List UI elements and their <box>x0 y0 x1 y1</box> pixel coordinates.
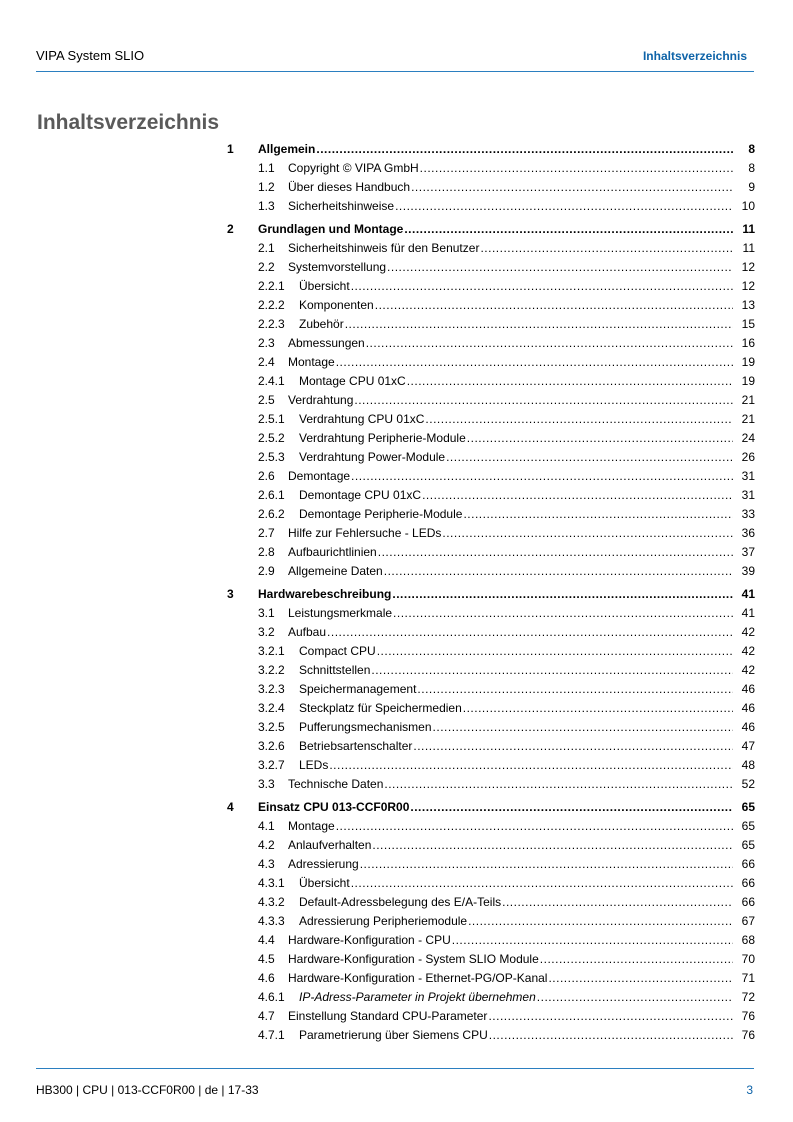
toc-number: 4.3.3 <box>258 914 285 928</box>
toc-page-number: 11 <box>742 222 755 236</box>
toc-row[interactable] <box>222 412 755 431</box>
toc-row[interactable] <box>222 526 755 545</box>
toc-row[interactable] <box>222 241 755 260</box>
toc-leader-dots <box>351 469 733 483</box>
toc-row[interactable] <box>222 469 755 488</box>
toc-leader-dots <box>336 355 733 369</box>
toc-title: Demontage <box>288 469 351 483</box>
table-of-contents <box>222 142 755 1047</box>
toc-title: Aufbau <box>288 625 327 639</box>
toc-leader-dots <box>442 526 733 540</box>
toc-leader-dots <box>488 1009 733 1023</box>
toc-row[interactable] <box>222 374 755 393</box>
toc-page-number: 16 <box>741 336 755 350</box>
toc-leader-dots <box>463 701 733 715</box>
footer-page-number: 3 <box>746 1083 753 1097</box>
toc-number: 2.5.2 <box>258 431 285 445</box>
toc-leader-dots <box>351 876 733 890</box>
toc-row[interactable] <box>222 701 755 720</box>
toc-number: 4.7 <box>258 1009 275 1023</box>
toc-leader-dots <box>375 298 733 312</box>
toc-page-number: 41 <box>741 606 755 620</box>
toc-row[interactable] <box>222 507 755 526</box>
toc-leader-dots <box>540 952 733 966</box>
toc-row[interactable] <box>222 990 755 1009</box>
toc-title: Copyright © VIPA GmbH <box>288 161 419 175</box>
toc-number: 4.6 <box>258 971 275 985</box>
toc-row[interactable] <box>222 279 755 298</box>
toc-number: 2.5.3 <box>258 450 285 464</box>
toc-row[interactable] <box>222 260 755 279</box>
toc-title: Zubehör <box>299 317 344 331</box>
toc-page-number: 10 <box>741 199 755 213</box>
toc-title: Sicherheitshinweise <box>288 199 395 213</box>
toc-leader-dots <box>336 819 733 833</box>
toc-chapter-row[interactable] <box>222 222 755 241</box>
toc-page-number: 42 <box>741 625 755 639</box>
toc-leader-dots <box>378 545 733 559</box>
toc-page-number: 19 <box>741 374 755 388</box>
toc-title: Montage CPU 01xC <box>299 374 406 388</box>
toc-number: 4.5 <box>258 952 275 966</box>
toc-number: 2.6.1 <box>258 488 285 502</box>
toc-page-number: 15 <box>741 317 755 331</box>
toc-title: IP-Adress-Parameter in Projekt übernehmen <box>299 990 536 1004</box>
toc-number: 4.3 <box>258 857 275 871</box>
toc-page-number: 46 <box>741 720 755 734</box>
toc-number: 3.3 <box>258 777 275 791</box>
toc-number: 3.2.4 <box>258 701 285 715</box>
toc-number: 2.4 <box>258 355 275 369</box>
toc-page-number: 52 <box>741 777 755 791</box>
toc-number: 2 <box>227 222 234 236</box>
toc-leader-dots <box>393 606 733 620</box>
toc-chapter-row[interactable] <box>222 142 755 161</box>
toc-title: Aufbaurichtlinien <box>288 545 377 559</box>
toc-leader-dots <box>446 450 733 464</box>
toc-row[interactable] <box>222 355 755 374</box>
toc-number: 2.6 <box>258 469 275 483</box>
toc-number: 2.8 <box>258 545 275 559</box>
toc-page-number: 21 <box>741 412 755 426</box>
toc-leader-dots <box>467 431 733 445</box>
toc-page-number: 42 <box>741 663 755 677</box>
toc-leader-dots <box>433 720 733 734</box>
toc-leader-dots <box>407 374 733 388</box>
toc-row[interactable] <box>222 625 755 644</box>
toc-leader-dots <box>410 800 733 814</box>
toc-page-number: 46 <box>741 701 755 715</box>
toc-number: 4 <box>227 800 234 814</box>
toc-number: 2.5.1 <box>258 412 285 426</box>
header-divider <box>36 71 754 72</box>
toc-leader-dots <box>392 587 733 601</box>
header-section-title: Inhaltsverzeichnis <box>642 49 747 63</box>
toc-page-number: 9 <box>748 180 755 194</box>
toc-leader-dots <box>404 222 733 236</box>
toc-title: Technische Daten <box>288 777 384 791</box>
toc-page-number: 66 <box>741 895 755 909</box>
toc-leader-dots <box>384 777 733 791</box>
toc-leader-dots <box>377 644 733 658</box>
footer-document-id: HB300 | CPU | 013-CCF0R00 | de | 17-33 <box>36 1083 259 1097</box>
toc-number: 2.2.1 <box>258 279 285 293</box>
toc-number: 1 <box>227 142 234 156</box>
toc-leader-dots <box>420 161 733 175</box>
toc-row[interactable] <box>222 971 755 990</box>
toc-title: Verdrahtung Power-Module <box>299 450 446 464</box>
toc-row[interactable] <box>222 336 755 355</box>
toc-number: 4.6.1 <box>258 990 285 1004</box>
toc-number: 4.3.2 <box>258 895 285 909</box>
toc-chapter-row[interactable] <box>222 800 755 819</box>
toc-page-number: 68 <box>741 933 755 947</box>
toc-page-number: 42 <box>741 644 755 658</box>
toc-title: Verdrahtung <box>288 393 354 407</box>
toc-page-number: 76 <box>741 1009 755 1023</box>
toc-row[interactable] <box>222 914 755 933</box>
toc-leader-dots <box>537 990 733 1004</box>
toc-page-number: 65 <box>741 800 755 814</box>
toc-leader-dots <box>371 663 733 677</box>
toc-title: Demontage CPU 01xC <box>299 488 422 502</box>
toc-number: 2.9 <box>258 564 275 578</box>
toc-row[interactable] <box>222 199 755 218</box>
toc-page-number: 48 <box>741 758 755 772</box>
toc-leader-dots <box>395 199 733 213</box>
toc-number: 3.2.7 <box>258 758 285 772</box>
toc-number: 4.1 <box>258 819 275 833</box>
toc-page-number: 8 <box>748 161 755 175</box>
toc-page-number: 31 <box>741 469 755 483</box>
toc-page-number: 11 <box>742 241 755 255</box>
toc-number: 4.2 <box>258 838 275 852</box>
toc-page-number: 70 <box>741 952 755 966</box>
toc-row[interactable] <box>222 431 755 450</box>
toc-leader-dots <box>366 336 733 350</box>
toc-title: Hardwarebeschreibung <box>258 587 392 601</box>
toc-leader-dots <box>548 971 733 985</box>
toc-page-number: 65 <box>741 838 755 852</box>
toc-number: 3.2.3 <box>258 682 285 696</box>
toc-number: 1.3 <box>258 199 275 213</box>
toc-leader-dots <box>411 180 733 194</box>
toc-page-number: 71 <box>741 971 755 985</box>
toc-title: Montage <box>288 819 335 833</box>
toc-row[interactable] <box>222 838 755 857</box>
toc-row[interactable] <box>222 545 755 564</box>
toc-row[interactable] <box>222 488 755 507</box>
toc-number: 4.3.1 <box>258 876 285 890</box>
toc-title: Leistungsmerkmale <box>288 606 393 620</box>
toc-row[interactable] <box>222 663 755 682</box>
toc-page-number: 33 <box>741 507 755 521</box>
toc-number: 3 <box>227 587 234 601</box>
toc-row[interactable] <box>222 450 755 469</box>
header-document-title: VIPA System SLIO <box>36 48 145 63</box>
toc-leader-dots <box>384 564 733 578</box>
toc-row[interactable] <box>222 739 755 758</box>
toc-row[interactable] <box>222 952 755 971</box>
toc-row[interactable] <box>222 876 755 895</box>
toc-number: 2.5 <box>258 393 275 407</box>
toc-number: 3.2 <box>258 625 275 639</box>
toc-number: 2.4.1 <box>258 374 285 388</box>
toc-leader-dots <box>354 393 733 407</box>
toc-leader-dots <box>425 412 733 426</box>
toc-number: 3.2.2 <box>258 663 285 677</box>
toc-row[interactable] <box>222 1028 755 1047</box>
toc-title: Allgemein <box>258 142 316 156</box>
toc-number: 2.7 <box>258 526 275 540</box>
toc-title: Sicherheitshinweis für den Benutzer <box>288 241 480 255</box>
toc-page-number: 41 <box>741 587 755 601</box>
toc-number: 2.3 <box>258 336 275 350</box>
toc-title: Abmessungen <box>288 336 365 350</box>
toc-page-number: 76 <box>741 1028 755 1042</box>
toc-page-number: 65 <box>741 819 755 833</box>
toc-title: Verdrahtung CPU 01xC <box>299 412 425 426</box>
toc-title: Pufferungsmechanismen <box>299 720 432 734</box>
toc-number: 3.2.1 <box>258 644 285 658</box>
toc-page-number: 66 <box>741 876 755 890</box>
toc-page-number: 46 <box>741 682 755 696</box>
toc-row[interactable] <box>222 317 755 336</box>
toc-row[interactable] <box>222 393 755 412</box>
toc-title: Anlaufverhalten <box>288 838 372 852</box>
toc-row[interactable] <box>222 857 755 876</box>
toc-row[interactable] <box>222 758 755 777</box>
toc-title: Compact CPU <box>299 644 376 658</box>
toc-leader-dots <box>327 625 733 639</box>
toc-row[interactable] <box>222 895 755 914</box>
toc-row[interactable] <box>222 1009 755 1028</box>
toc-title: Komponenten <box>299 298 374 312</box>
toc-leader-dots <box>422 488 733 502</box>
toc-title: Systemvorstellung <box>288 260 387 274</box>
toc-row[interactable] <box>222 682 755 701</box>
toc-chapter-row[interactable] <box>222 587 755 606</box>
toc-title: Einstellung Standard CPU-Parameter <box>288 1009 488 1023</box>
toc-title: Default-Adressbelegung des E/A-Teils <box>299 895 502 909</box>
toc-title: Verdrahtung Peripherie-Module <box>299 431 466 445</box>
toc-page-number: 13 <box>741 298 755 312</box>
toc-page-number: 36 <box>741 526 755 540</box>
toc-leader-dots <box>463 507 733 521</box>
toc-title: Betriebsartenschalter <box>299 739 413 753</box>
toc-number: 3.2.6 <box>258 739 285 753</box>
toc-leader-dots <box>452 933 733 947</box>
toc-row[interactable] <box>222 644 755 663</box>
toc-number: 4.4 <box>258 933 275 947</box>
toc-leader-dots <box>387 260 733 274</box>
toc-leader-dots <box>413 739 733 753</box>
toc-leader-dots <box>360 857 733 871</box>
toc-leader-dots <box>316 142 733 156</box>
toc-title: Übersicht <box>299 876 350 890</box>
toc-leader-dots <box>502 895 733 909</box>
toc-title: Einsatz CPU 013-CCF0R00 <box>258 800 410 814</box>
page-title: Inhaltsverzeichnis <box>37 111 220 134</box>
toc-page-number: 47 <box>741 739 755 753</box>
toc-page-number: 19 <box>741 355 755 369</box>
toc-row[interactable] <box>222 777 755 796</box>
toc-row[interactable] <box>222 819 755 838</box>
toc-number: 1.1 <box>258 161 275 175</box>
toc-leader-dots <box>351 279 733 293</box>
toc-title: Grundlagen und Montage <box>258 222 404 236</box>
toc-title: Adressierung Peripheriemodule <box>299 914 468 928</box>
toc-title: Schnittstellen <box>299 663 371 677</box>
toc-title: Hardware-Konfiguration - Ethernet-PG/OP-Kanal <box>288 971 548 985</box>
footer-divider <box>36 1068 754 1069</box>
toc-title: LEDs <box>299 758 329 772</box>
toc-leader-dots <box>480 241 733 255</box>
toc-page-number: 21 <box>741 393 755 407</box>
toc-page-number: 8 <box>748 142 755 156</box>
toc-number: 2.2 <box>258 260 275 274</box>
toc-row[interactable] <box>222 298 755 317</box>
toc-title: Speichermanagement <box>299 682 417 696</box>
toc-row[interactable] <box>222 933 755 952</box>
toc-title: Hilfe zur Fehlersuche - LEDs <box>288 526 442 540</box>
toc-title: Steckplatz für Speichermedien <box>299 701 462 715</box>
toc-number: 1.2 <box>258 180 275 194</box>
toc-row[interactable] <box>222 606 755 625</box>
toc-number: 2.2.2 <box>258 298 285 312</box>
toc-title: Parametrierung über Siemens CPU <box>299 1028 488 1042</box>
toc-page-number: 39 <box>741 564 755 578</box>
toc-title: Demontage Peripherie-Module <box>299 507 463 521</box>
toc-leader-dots <box>372 838 733 852</box>
toc-page-number: 12 <box>741 260 755 274</box>
toc-title: Hardware-Konfiguration - System SLIO Module <box>288 952 539 966</box>
toc-number: 2.2.3 <box>258 317 285 331</box>
toc-title: Übersicht <box>299 279 350 293</box>
toc-title: Hardware-Konfiguration - CPU <box>288 933 451 947</box>
toc-leader-dots <box>329 758 733 772</box>
toc-leader-dots <box>489 1028 733 1042</box>
toc-number: 2.1 <box>258 241 275 255</box>
toc-page-number: 24 <box>741 431 755 445</box>
toc-number: 2.6.2 <box>258 507 285 521</box>
toc-page-number: 67 <box>741 914 755 928</box>
toc-page-number: 66 <box>741 857 755 871</box>
toc-number: 3.1 <box>258 606 275 620</box>
toc-page-number: 31 <box>741 488 755 502</box>
toc-row[interactable] <box>222 161 755 180</box>
toc-row[interactable] <box>222 720 755 739</box>
toc-row[interactable] <box>222 564 755 583</box>
toc-number: 4.7.1 <box>258 1028 285 1042</box>
toc-number: 3.2.5 <box>258 720 285 734</box>
toc-title: Über dieses Handbuch <box>288 180 411 194</box>
toc-title: Adressierung <box>288 857 359 871</box>
toc-leader-dots <box>345 317 733 331</box>
toc-page-number: 12 <box>741 279 755 293</box>
toc-page-number: 72 <box>741 990 755 1004</box>
toc-leader-dots <box>468 914 733 928</box>
toc-title: Allgemeine Daten <box>288 564 383 578</box>
toc-page-number: 37 <box>741 545 755 559</box>
toc-page-number: 26 <box>741 450 755 464</box>
toc-leader-dots <box>417 682 733 696</box>
toc-row[interactable] <box>222 180 755 199</box>
toc-title: Montage <box>288 355 335 369</box>
